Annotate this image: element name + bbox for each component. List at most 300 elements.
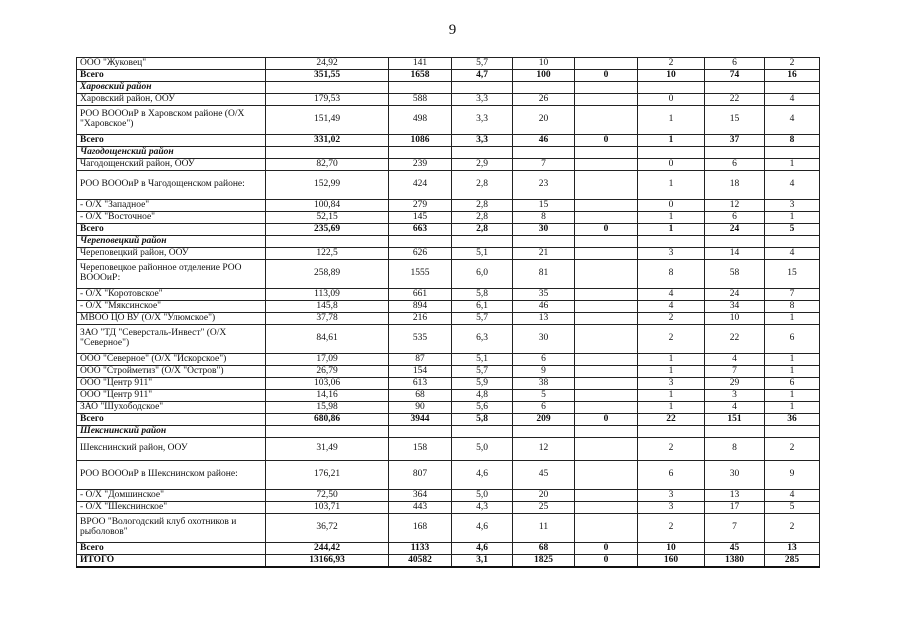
cell-col-8: 1380 bbox=[705, 555, 765, 568]
table-row bbox=[77, 159, 820, 171]
cell-col-9: 4 bbox=[765, 171, 820, 200]
cell-col-8: 37 bbox=[705, 135, 765, 147]
cell-col-8: 45 bbox=[705, 543, 765, 555]
cell-col-6 bbox=[575, 147, 638, 159]
cell-col-2: 151,49 bbox=[266, 106, 389, 135]
cell-col-6 bbox=[575, 212, 638, 224]
row-label: - О/Х "Домшинское" bbox=[77, 490, 266, 502]
row-label: Череповецкий район, ООУ bbox=[77, 248, 266, 260]
data-table bbox=[76, 57, 820, 568]
cell-col-8: 22 bbox=[705, 325, 765, 354]
cell-col-2: 179,53 bbox=[266, 94, 389, 106]
cell-col-8: 18 bbox=[705, 171, 765, 200]
row-label: - О/Х "Коротовское" bbox=[77, 289, 266, 301]
cell-col-2: 15,98 bbox=[266, 402, 389, 414]
cell-col-4: 4,6 bbox=[452, 514, 513, 543]
table-row bbox=[77, 438, 820, 461]
cell-col-5: 10 bbox=[513, 58, 575, 70]
section-header-row bbox=[77, 426, 820, 438]
cell-col-7: 1 bbox=[638, 224, 705, 236]
cell-col-7: 0 bbox=[638, 94, 705, 106]
cell-col-6 bbox=[575, 426, 638, 438]
cell-col-5: 45 bbox=[513, 461, 575, 490]
cell-col-6: 0 bbox=[575, 224, 638, 236]
cell-col-3: 588 bbox=[389, 94, 452, 106]
row-label: Всего bbox=[77, 224, 266, 236]
cell-col-9: 1 bbox=[765, 390, 820, 402]
cell-col-2: 14,16 bbox=[266, 390, 389, 402]
cell-col-9: 9 bbox=[765, 461, 820, 490]
cell-col-7 bbox=[638, 236, 705, 248]
cell-col-8: 7 bbox=[705, 514, 765, 543]
cell-col-7: 160 bbox=[638, 555, 705, 568]
cell-col-8: 7 bbox=[705, 366, 765, 378]
cell-col-7: 10 bbox=[638, 70, 705, 82]
cell-col-9: 4 bbox=[765, 490, 820, 502]
cell-col-2: 258,89 bbox=[266, 260, 389, 289]
cell-col-2: 17,09 bbox=[266, 354, 389, 366]
cell-col-7: 22 bbox=[638, 414, 705, 426]
cell-col-3: 1133 bbox=[389, 543, 452, 555]
cell-col-7: 1 bbox=[638, 212, 705, 224]
cell-col-8: 3 bbox=[705, 390, 765, 402]
cell-col-4: 3,3 bbox=[452, 106, 513, 135]
cell-col-9: 1 bbox=[765, 354, 820, 366]
cell-col-8: 29 bbox=[705, 378, 765, 390]
cell-col-5: 26 bbox=[513, 94, 575, 106]
cell-col-6 bbox=[575, 390, 638, 402]
cell-col-5: 209 bbox=[513, 414, 575, 426]
cell-col-8: 34 bbox=[705, 301, 765, 313]
cell-col-3: 424 bbox=[389, 171, 452, 200]
cell-col-9: 6 bbox=[765, 378, 820, 390]
cell-col-5: 12 bbox=[513, 438, 575, 461]
cell-col-6 bbox=[575, 313, 638, 325]
cell-col-9: 13 bbox=[765, 543, 820, 555]
cell-col-8: 8 bbox=[705, 438, 765, 461]
cell-col-6: 0 bbox=[575, 70, 638, 82]
cell-col-7: 3 bbox=[638, 502, 705, 514]
cell-col-9: 1 bbox=[765, 159, 820, 171]
cell-col-5: 100 bbox=[513, 70, 575, 82]
cell-col-9 bbox=[765, 426, 820, 438]
cell-col-6 bbox=[575, 82, 638, 94]
row-label: - О/Х "Западное" bbox=[77, 200, 266, 212]
cell-col-6 bbox=[575, 354, 638, 366]
cell-col-2: 244,42 bbox=[266, 543, 389, 555]
cell-col-5: 11 bbox=[513, 514, 575, 543]
cell-col-8: 4 bbox=[705, 354, 765, 366]
cell-col-3 bbox=[389, 147, 452, 159]
cell-col-5: 25 bbox=[513, 502, 575, 514]
cell-col-3: 443 bbox=[389, 502, 452, 514]
cell-col-8: 6 bbox=[705, 159, 765, 171]
cell-col-4: 3,3 bbox=[452, 94, 513, 106]
cell-col-9: 1 bbox=[765, 212, 820, 224]
cell-col-9: 1 bbox=[765, 402, 820, 414]
cell-col-9: 1 bbox=[765, 313, 820, 325]
cell-col-8: 15 bbox=[705, 106, 765, 135]
row-label: РОО ВОООиР в Чагодощенском районе: bbox=[77, 171, 266, 200]
section-header-row bbox=[77, 147, 820, 159]
cell-col-2: 26,79 bbox=[266, 366, 389, 378]
table-row bbox=[77, 212, 820, 224]
row-label: Всего bbox=[77, 543, 266, 555]
cell-col-4: 5,8 bbox=[452, 414, 513, 426]
cell-col-7: 10 bbox=[638, 543, 705, 555]
table-row bbox=[77, 200, 820, 212]
cell-col-7: 2 bbox=[638, 58, 705, 70]
cell-col-6 bbox=[575, 490, 638, 502]
cell-col-9: 16 bbox=[765, 70, 820, 82]
cell-col-9: 4 bbox=[765, 94, 820, 106]
cell-col-3: 141 bbox=[389, 58, 452, 70]
cell-col-7: 2 bbox=[638, 514, 705, 543]
table-row bbox=[77, 171, 820, 200]
cell-col-5: 6 bbox=[513, 354, 575, 366]
row-label: Харовский район bbox=[77, 82, 266, 94]
cell-col-9: 2 bbox=[765, 58, 820, 70]
cell-col-4: 6,1 bbox=[452, 301, 513, 313]
cell-col-9: 8 bbox=[765, 135, 820, 147]
cell-col-3: 216 bbox=[389, 313, 452, 325]
cell-col-8: 12 bbox=[705, 200, 765, 212]
row-label: Шекснинский район, ООУ bbox=[77, 438, 266, 461]
row-label: Всего bbox=[77, 70, 266, 82]
cell-col-6 bbox=[575, 58, 638, 70]
subtotal-row bbox=[77, 135, 820, 147]
cell-col-3 bbox=[389, 426, 452, 438]
row-label: РОО ВОООиР в Харовском районе (О/Х "Харовское") bbox=[77, 106, 266, 135]
cell-col-8: 17 bbox=[705, 502, 765, 514]
cell-col-2 bbox=[266, 147, 389, 159]
table-row bbox=[77, 289, 820, 301]
section-header-row bbox=[77, 82, 820, 94]
cell-col-2: 31,49 bbox=[266, 438, 389, 461]
cell-col-6 bbox=[575, 236, 638, 248]
cell-col-8: 4 bbox=[705, 402, 765, 414]
cell-col-7: 1 bbox=[638, 354, 705, 366]
cell-col-5: 6 bbox=[513, 402, 575, 414]
cell-col-2: 176,21 bbox=[266, 461, 389, 490]
cell-col-2: 145,8 bbox=[266, 301, 389, 313]
subtotal-row bbox=[77, 70, 820, 82]
cell-col-6 bbox=[575, 200, 638, 212]
cell-col-7: 3 bbox=[638, 248, 705, 260]
cell-col-8: 74 bbox=[705, 70, 765, 82]
cell-col-9: 5 bbox=[765, 224, 820, 236]
cell-col-3: 1658 bbox=[389, 70, 452, 82]
cell-col-3: 613 bbox=[389, 378, 452, 390]
cell-col-2: 82,70 bbox=[266, 159, 389, 171]
row-label: ООО "Жуковец" bbox=[77, 58, 266, 70]
subtotal-row bbox=[77, 414, 820, 426]
page-number: 9 bbox=[448, 22, 457, 38]
cell-col-8: 6 bbox=[705, 58, 765, 70]
subtotal-row bbox=[77, 543, 820, 555]
cell-col-9: 8 bbox=[765, 301, 820, 313]
cell-col-4: 4,3 bbox=[452, 502, 513, 514]
row-label: ООО "Центр 911" bbox=[77, 390, 266, 402]
cell-col-8 bbox=[705, 147, 765, 159]
cell-col-4 bbox=[452, 82, 513, 94]
cell-col-2 bbox=[266, 426, 389, 438]
cell-col-4: 4,6 bbox=[452, 543, 513, 555]
cell-col-7: 1 bbox=[638, 366, 705, 378]
cell-col-6 bbox=[575, 514, 638, 543]
cell-col-2: 24,92 bbox=[266, 58, 389, 70]
cell-col-3: 40582 bbox=[389, 555, 452, 568]
cell-col-4: 4,6 bbox=[452, 461, 513, 490]
cell-col-3: 239 bbox=[389, 159, 452, 171]
row-label: ООО "Стройметиз" (О/Х "Остров") bbox=[77, 366, 266, 378]
row-label: Череповецкое районное отделение РОО ВОООиР: bbox=[77, 260, 266, 289]
table-body bbox=[77, 58, 820, 568]
cell-col-2: 122,5 bbox=[266, 248, 389, 260]
cell-col-8: 6 bbox=[705, 212, 765, 224]
table-row bbox=[77, 354, 820, 366]
cell-col-3: 364 bbox=[389, 490, 452, 502]
cell-col-7: 2 bbox=[638, 313, 705, 325]
cell-col-5 bbox=[513, 82, 575, 94]
cell-col-8: 10 bbox=[705, 313, 765, 325]
table-row bbox=[77, 390, 820, 402]
table-row bbox=[77, 378, 820, 390]
cell-col-4: 5,1 bbox=[452, 248, 513, 260]
cell-col-8: 14 bbox=[705, 248, 765, 260]
row-label: - О/Х "Шекснинское" bbox=[77, 502, 266, 514]
cell-col-9: 15 bbox=[765, 260, 820, 289]
cell-col-5: 1825 bbox=[513, 555, 575, 568]
row-label: - О/Х "Мяксинское" bbox=[77, 301, 266, 313]
cell-col-7: 3 bbox=[638, 378, 705, 390]
cell-col-3: 626 bbox=[389, 248, 452, 260]
cell-col-8 bbox=[705, 426, 765, 438]
cell-col-2: 235,69 bbox=[266, 224, 389, 236]
cell-col-4: 6,0 bbox=[452, 260, 513, 289]
cell-col-3 bbox=[389, 236, 452, 248]
cell-col-9 bbox=[765, 82, 820, 94]
cell-col-2: 100,84 bbox=[266, 200, 389, 212]
cell-col-4: 5,7 bbox=[452, 313, 513, 325]
cell-col-5: 20 bbox=[513, 490, 575, 502]
cell-col-3: 894 bbox=[389, 301, 452, 313]
cell-col-3: 279 bbox=[389, 200, 452, 212]
cell-col-4: 4,8 bbox=[452, 390, 513, 402]
cell-col-8: 24 bbox=[705, 289, 765, 301]
section-header-row bbox=[77, 236, 820, 248]
cell-col-8: 22 bbox=[705, 94, 765, 106]
table-row bbox=[77, 402, 820, 414]
cell-col-2: 331,02 bbox=[266, 135, 389, 147]
cell-col-5: 21 bbox=[513, 248, 575, 260]
cell-col-8: 30 bbox=[705, 461, 765, 490]
cell-col-9: 2 bbox=[765, 438, 820, 461]
cell-col-5: 20 bbox=[513, 106, 575, 135]
cell-col-2: 13166,93 bbox=[266, 555, 389, 568]
cell-col-7 bbox=[638, 147, 705, 159]
row-label: ВРОО "Вологодский клуб охотников и рыболовов" bbox=[77, 514, 266, 543]
cell-col-7: 1 bbox=[638, 171, 705, 200]
cell-col-2: 680,86 bbox=[266, 414, 389, 426]
cell-col-5: 30 bbox=[513, 224, 575, 236]
cell-col-7 bbox=[638, 82, 705, 94]
cell-col-7: 1 bbox=[638, 402, 705, 414]
cell-col-5 bbox=[513, 236, 575, 248]
cell-col-2: 84,61 bbox=[266, 325, 389, 354]
grand-total-row bbox=[77, 555, 820, 568]
row-label: ООО "Северное" (О/Х "Искорское") bbox=[77, 354, 266, 366]
cell-col-7: 3 bbox=[638, 490, 705, 502]
cell-col-8 bbox=[705, 236, 765, 248]
cell-col-4: 3,1 bbox=[452, 555, 513, 568]
table-row bbox=[77, 58, 820, 70]
cell-col-4: 5,1 bbox=[452, 354, 513, 366]
row-label: РОО ВОООиР в Шекснинском районе: bbox=[77, 461, 266, 490]
cell-col-9: 2 bbox=[765, 514, 820, 543]
cell-col-3: 168 bbox=[389, 514, 452, 543]
cell-col-5 bbox=[513, 426, 575, 438]
cell-col-4: 5,0 bbox=[452, 438, 513, 461]
cell-col-5 bbox=[513, 147, 575, 159]
cell-col-9: 3 bbox=[765, 200, 820, 212]
cell-col-4: 2,8 bbox=[452, 224, 513, 236]
cell-col-6 bbox=[575, 289, 638, 301]
table-row bbox=[77, 366, 820, 378]
cell-col-4: 2,8 bbox=[452, 171, 513, 200]
cell-col-9: 36 bbox=[765, 414, 820, 426]
row-label: Череповецкий район bbox=[77, 236, 266, 248]
cell-col-6 bbox=[575, 248, 638, 260]
cell-col-5: 8 bbox=[513, 212, 575, 224]
cell-col-2: 103,71 bbox=[266, 502, 389, 514]
cell-col-2: 351,55 bbox=[266, 70, 389, 82]
cell-col-3: 145 bbox=[389, 212, 452, 224]
cell-col-6 bbox=[575, 366, 638, 378]
cell-col-7: 6 bbox=[638, 461, 705, 490]
cell-col-5: 23 bbox=[513, 171, 575, 200]
cell-col-7: 0 bbox=[638, 159, 705, 171]
cell-col-3: 68 bbox=[389, 390, 452, 402]
cell-col-4: 5,7 bbox=[452, 58, 513, 70]
cell-col-6 bbox=[575, 325, 638, 354]
cell-col-4: 5,8 bbox=[452, 289, 513, 301]
cell-col-5: 81 bbox=[513, 260, 575, 289]
cell-col-3: 535 bbox=[389, 325, 452, 354]
cell-col-4: 2,8 bbox=[452, 212, 513, 224]
row-label: Харовский район, ООУ bbox=[77, 94, 266, 106]
cell-col-2: 113,09 bbox=[266, 289, 389, 301]
cell-col-7: 8 bbox=[638, 260, 705, 289]
table-row bbox=[77, 461, 820, 490]
table-row bbox=[77, 502, 820, 514]
cell-col-9: 7 bbox=[765, 289, 820, 301]
cell-col-6: 0 bbox=[575, 414, 638, 426]
cell-col-3: 87 bbox=[389, 354, 452, 366]
cell-col-6: 0 bbox=[575, 543, 638, 555]
cell-col-4: 5,9 bbox=[452, 378, 513, 390]
cell-col-3: 663 bbox=[389, 224, 452, 236]
row-label: Всего bbox=[77, 135, 266, 147]
cell-col-5: 35 bbox=[513, 289, 575, 301]
cell-col-6 bbox=[575, 171, 638, 200]
table-row bbox=[77, 301, 820, 313]
cell-col-2 bbox=[266, 82, 389, 94]
table-row bbox=[77, 248, 820, 260]
cell-col-3: 90 bbox=[389, 402, 452, 414]
table-row bbox=[77, 325, 820, 354]
cell-col-7: 2 bbox=[638, 438, 705, 461]
row-label: Чагодощенский район bbox=[77, 147, 266, 159]
cell-col-8: 151 bbox=[705, 414, 765, 426]
cell-col-6 bbox=[575, 402, 638, 414]
cell-col-7 bbox=[638, 426, 705, 438]
cell-col-3: 1555 bbox=[389, 260, 452, 289]
subtotal-row bbox=[77, 224, 820, 236]
cell-col-5: 13 bbox=[513, 313, 575, 325]
row-label: ООО "Центр 911" bbox=[77, 378, 266, 390]
cell-col-9: 6 bbox=[765, 325, 820, 354]
table-row bbox=[77, 514, 820, 543]
cell-col-9: 1 bbox=[765, 366, 820, 378]
cell-col-6 bbox=[575, 301, 638, 313]
cell-col-6 bbox=[575, 378, 638, 390]
cell-col-3: 807 bbox=[389, 461, 452, 490]
cell-col-7: 4 bbox=[638, 301, 705, 313]
cell-col-3: 1086 bbox=[389, 135, 452, 147]
cell-col-5: 46 bbox=[513, 301, 575, 313]
cell-col-2 bbox=[266, 236, 389, 248]
cell-col-6 bbox=[575, 94, 638, 106]
cell-col-8: 58 bbox=[705, 260, 765, 289]
row-label: ИТОГО bbox=[77, 555, 266, 568]
row-label: МВОО ЦО ВУ (О/Х "Улюмское") bbox=[77, 313, 266, 325]
cell-col-5: 38 bbox=[513, 378, 575, 390]
row-label: ЗАО "ТД "Северсталь-Инвест" (О/Х "Северное") bbox=[77, 325, 266, 354]
cell-col-9: 4 bbox=[765, 106, 820, 135]
cell-col-4: 5,0 bbox=[452, 490, 513, 502]
cell-col-6 bbox=[575, 438, 638, 461]
table-row bbox=[77, 260, 820, 289]
cell-col-4 bbox=[452, 147, 513, 159]
cell-col-4 bbox=[452, 426, 513, 438]
row-label: Чагодощенский район, ООУ bbox=[77, 159, 266, 171]
cell-col-8: 13 bbox=[705, 490, 765, 502]
cell-col-3: 498 bbox=[389, 106, 452, 135]
cell-col-5: 30 bbox=[513, 325, 575, 354]
cell-col-2: 37,78 bbox=[266, 313, 389, 325]
row-label: Всего bbox=[77, 414, 266, 426]
cell-col-4: 2,8 bbox=[452, 200, 513, 212]
cell-col-4 bbox=[452, 236, 513, 248]
cell-col-3: 158 bbox=[389, 438, 452, 461]
cell-col-6 bbox=[575, 461, 638, 490]
cell-col-6: 0 bbox=[575, 555, 638, 568]
cell-col-5: 5 bbox=[513, 390, 575, 402]
cell-col-6 bbox=[575, 106, 638, 135]
cell-col-4: 4,7 bbox=[452, 70, 513, 82]
cell-col-5: 68 bbox=[513, 543, 575, 555]
row-label: ЗАО "Шухободское" bbox=[77, 402, 266, 414]
cell-col-9 bbox=[765, 147, 820, 159]
cell-col-7: 1 bbox=[638, 135, 705, 147]
cell-col-4: 5,6 bbox=[452, 402, 513, 414]
cell-col-6 bbox=[575, 502, 638, 514]
table-row bbox=[77, 106, 820, 135]
cell-col-9: 4 bbox=[765, 248, 820, 260]
cell-col-7: 4 bbox=[638, 289, 705, 301]
cell-col-5: 15 bbox=[513, 200, 575, 212]
